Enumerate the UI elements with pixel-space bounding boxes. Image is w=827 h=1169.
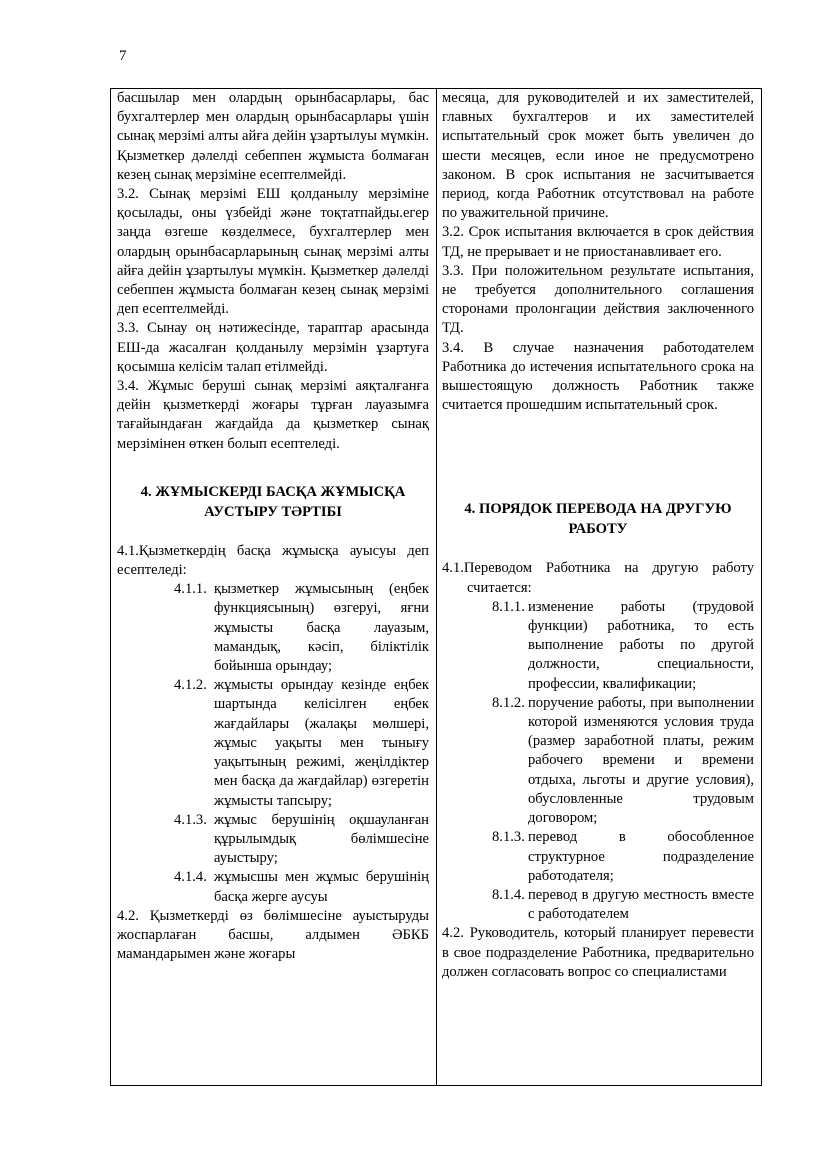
ru-para-3-1-cont: месяца, для руководителей и их заместителей, главных бухгалтеров и их заместителей испытательный срок может быть увеличен до шести месяцев, если иное не предусмотрено законом. В срок испытания не засчитывается период, когда Работник отсутствовал на работе по уважительной причине. <box>442 90 754 222</box>
kz-item-4-1-3: 4.1.3. жұмыс берушінің оқшауланған құрылымдық бөлімшесіне ауыстыру; <box>174 811 429 867</box>
ru-item-8-1-1: 8.1.1. изменение работы (трудовой функции) работника, то есть выполнение работы по другой должности, специальности, профессии, квалификации; <box>492 598 754 692</box>
kz-para-4-1: 4.1.Қызметкердің басқа жұмысқа ауысуы деп есептеледі: <box>117 542 429 579</box>
ru-para-4-1: 4.1.Переводом Работника на другую работу считается: <box>442 560 754 596</box>
kz-item-4-1-4: 4.1.4. жұмысшы мен жұмыс берушінің басқа жерге аусуы <box>174 869 429 905</box>
ru-section-4-heading: 4. ПОРЯДОК ПЕРЕВОДА НА ДРУГУЮ РАБОТУ <box>464 501 732 538</box>
bilingual-table <box>110 88 762 1086</box>
ru-item-8-1-2: 8.1.2. поручение работы, при выполнении которой изменяются условия труда (размер заработной платы, режим рабочего времени и времени отдыха, льготы и другие условия), обусловленные трудовым договором; <box>492 694 754 827</box>
kz-para-3-2: 3.2. Сынақ мерзімі ЕШ қолданылу мерзіміне қосылады, оны үзбейді және тоқтатпайды.егер заңда өзгеше көзделмесе, бухгалтерлер мен олардың орынбасарларының сынақ мерзімі алты айға дейін ұзартылуы мүмкін. Қызметкер дәлелді себеппен жұмыста болмаған кезең сынақ мерзімі деп есептелмейді. <box>117 186 429 318</box>
kazakh-column <box>117 89 429 964</box>
ru-para-3-3: 3.3. При положительном результате испытания, не требуется дополнительного соглашения сторонами пролонгации действия заключенного ТД. <box>442 262 754 337</box>
kz-para-3-3: 3.3. Сынау оң нәтижесінде, тараптар арасында ЕШ-да жасалған қолданылу мерзімін ұзартуға қосымша келісім талап етілмейді. <box>117 320 429 375</box>
kz-section-4-heading: 4. ЖҰМЫСКЕРДІ БАСҚА ЖҰМЫСҚА АУСТЫРУ ТӘРТІБІ <box>140 483 406 520</box>
ru-para-3-4: 3.4. В случае назначения работодателем Работника до истечения испытательного срока на вышестоящую должность Работник также считается прошедшим испытательный срок. <box>442 339 754 414</box>
kz-para-4-2: 4.2. Қызметкерді өз бөлімшесіне ауыстыруды жоспарлаған басшы, алдымен ӘБКБ мамандарымен және жоғары <box>117 907 429 963</box>
page-number: 7 <box>119 48 127 64</box>
column-divider <box>436 89 437 1085</box>
kz-item-4-1-1: 4.1.1. қызметкер жұмысының (еңбек функциясының) өзгеруі, яғни жұмысты басқа лауазым, мамандық, кәсіп, біліктілік бойынша орындау; <box>174 581 429 675</box>
ru-item-8-1-4: 8.1.4. перевод в другую местность вместе с работодателем <box>492 886 754 923</box>
kz-para-3-4: 3.4. Жұмыс беруші сынақ мерзімі аяқталғанға дейін қызметкерді жоғары тұрған лауазымға тағайындаған жағдайда да қызметкер сынақ мерзімінен өткен болып есептеледі. <box>117 378 429 452</box>
ru-para-4-2: 4.2. Руководитель, который планирует перевести в свое подразделение Работника, предварительно должен согласовать вопрос со специалистами <box>442 925 754 980</box>
ru-item-8-1-3: 8.1.3. перевод в обособленное структурное подразделение работодателя; <box>492 829 754 884</box>
ru-para-3-2: 3.2. Срок испытания включается в срок действия ТД, не прерывает и не приостанавливает его. <box>442 224 754 260</box>
kz-item-4-1-2: 4.1.2. жұмысты орындау кезінде еңбек шартында келісілген еңбек жағдайлары (жалақы мөлшері, жұмыс уақыты мен тынығу уақытының режимі, жеңілдіктер мен басқа да жағдайлар) өзгеретін жұмысты тапсыру; <box>174 677 429 809</box>
russian-column <box>442 89 754 982</box>
kz-para-3-1-cont: басшылар мен олардың орынбасарлары, бас бухгалтерлер мен олардың орынбасарлары үшін сынақ мерзімі алты айға дейін ұзартылуы мүмкін. Қызметкер дәлелді себеппен жұмыста болмаған кезең сынақ мерзіміне есептелмейді. <box>117 90 429 183</box>
